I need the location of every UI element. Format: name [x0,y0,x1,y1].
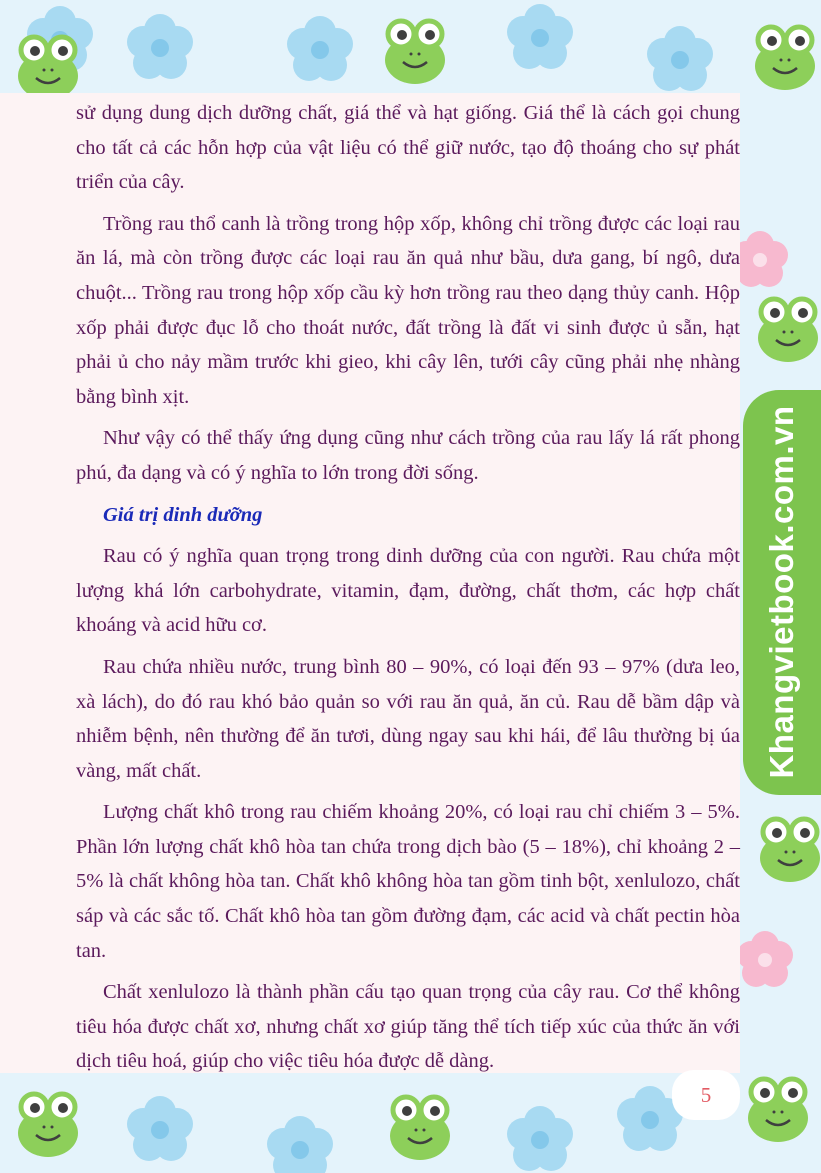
frog-icon [760,819,820,882]
frog-icon [748,1079,808,1142]
section-heading: Giá trị dinh dưỡng [103,503,263,526]
body-text [76,96,740,1086]
paragraph: Lượng chất khô trong rau chiếm khoảng 20%, có loại rau chỉ chiếm 3 – 5%. Phần lớn lượng chất khô hòa tan chứa trong dịch bào (5 – 18%), chỉ khoảng 2 – 5% là chất không hòa tan. Chất khô không hòa tan gồm tinh bột, xenlulozo, chất sáp và các sắc tố. Chất khô hòa tan gồm đường đạm, các acid và chất pectin hòa tan. [76,801,740,962]
flower-icon [647,26,713,91]
frog-icon [755,27,815,90]
paragraph: Rau có ý nghĩa quan trọng trong dinh dưỡng của con người. Rau chứa một lượng khá lớn carbohydrate, vitamin, đạm, đường, chất thơm, các hợp chất khoáng và acid hữu cơ. [76,545,740,637]
flower-icon [507,1106,573,1171]
flower-icon [127,1096,193,1161]
page-number: 5 [672,1070,740,1120]
frog-icon [18,37,78,100]
paragraph: sử dụng dung dịch dưỡng chất, giá thể và hạt giống. Giá thể là cách gọi chung cho tất cả các hỗn hợp của vật liệu có thể giữ nước, tạo độ thoáng cho sự phát triển của cây. [76,102,740,194]
paragraph: Rau chứa nhiều nước, trung bình 80 – 90%, có loại đến 93 – 97% (dưa leo, xà lách), do đó rau khó bảo quản so với rau ăn quả, ăn củ. Rau dễ bầm dập và nhiễm bệnh, nên thường để ăn tươi, dùng ngay sau khi hái, để lâu thường bị úa vàng, mất chất. [76,655,740,782]
frog-icon [385,21,445,84]
flower-icon [507,4,573,69]
paragraph: Như vậy có thể thấy ứng dụng cũng như cách trồng của rau lấy lá rất phong phú, đa dạng và có ý nghĩa to lớn trong đời sống. [76,427,740,484]
flower-icon [267,1116,333,1173]
frog-icon [758,299,818,362]
paragraph: Trồng rau thổ canh là trồng trong hộp xốp, không chỉ trồng được các loại rau ăn lá, mà còn trồng được các loại rau ăn quả như bầu, dưa gang, bí ngô, dưa chuột... Trồng rau trong hộp xốp cầu kỳ hơn trồng rau theo dạng thủy canh. Hộp xốp phải được đục lỗ cho thoát nước, đất trồng là đất vi sinh được ủ sẵn, hạt phải ủ cho nảy mầm trước khi gieo, khi cây lên, tưới cây cũng phải nhẹ nhàng bằng bình xịt. [76,212,740,408]
flower-icon [732,231,788,287]
frog-icon [18,1094,78,1157]
paragraph: Chất xenlulozo là thành phần cấu tạo quan trọng của cây rau. Cơ thể không tiêu hóa được chất xơ, nhưng chất xơ giúp tăng thể tích tiếp xúc của thức ăn với dịch tiêu hoá, giúp cho việc tiêu hóa được dễ dàng. [76,981,740,1073]
frog-icon [390,1097,450,1160]
flower-icon [127,14,193,79]
brand-watermark: Khangvietbook.com.vn [763,405,800,779]
flower-icon [287,16,353,81]
flower-icon [737,931,793,987]
